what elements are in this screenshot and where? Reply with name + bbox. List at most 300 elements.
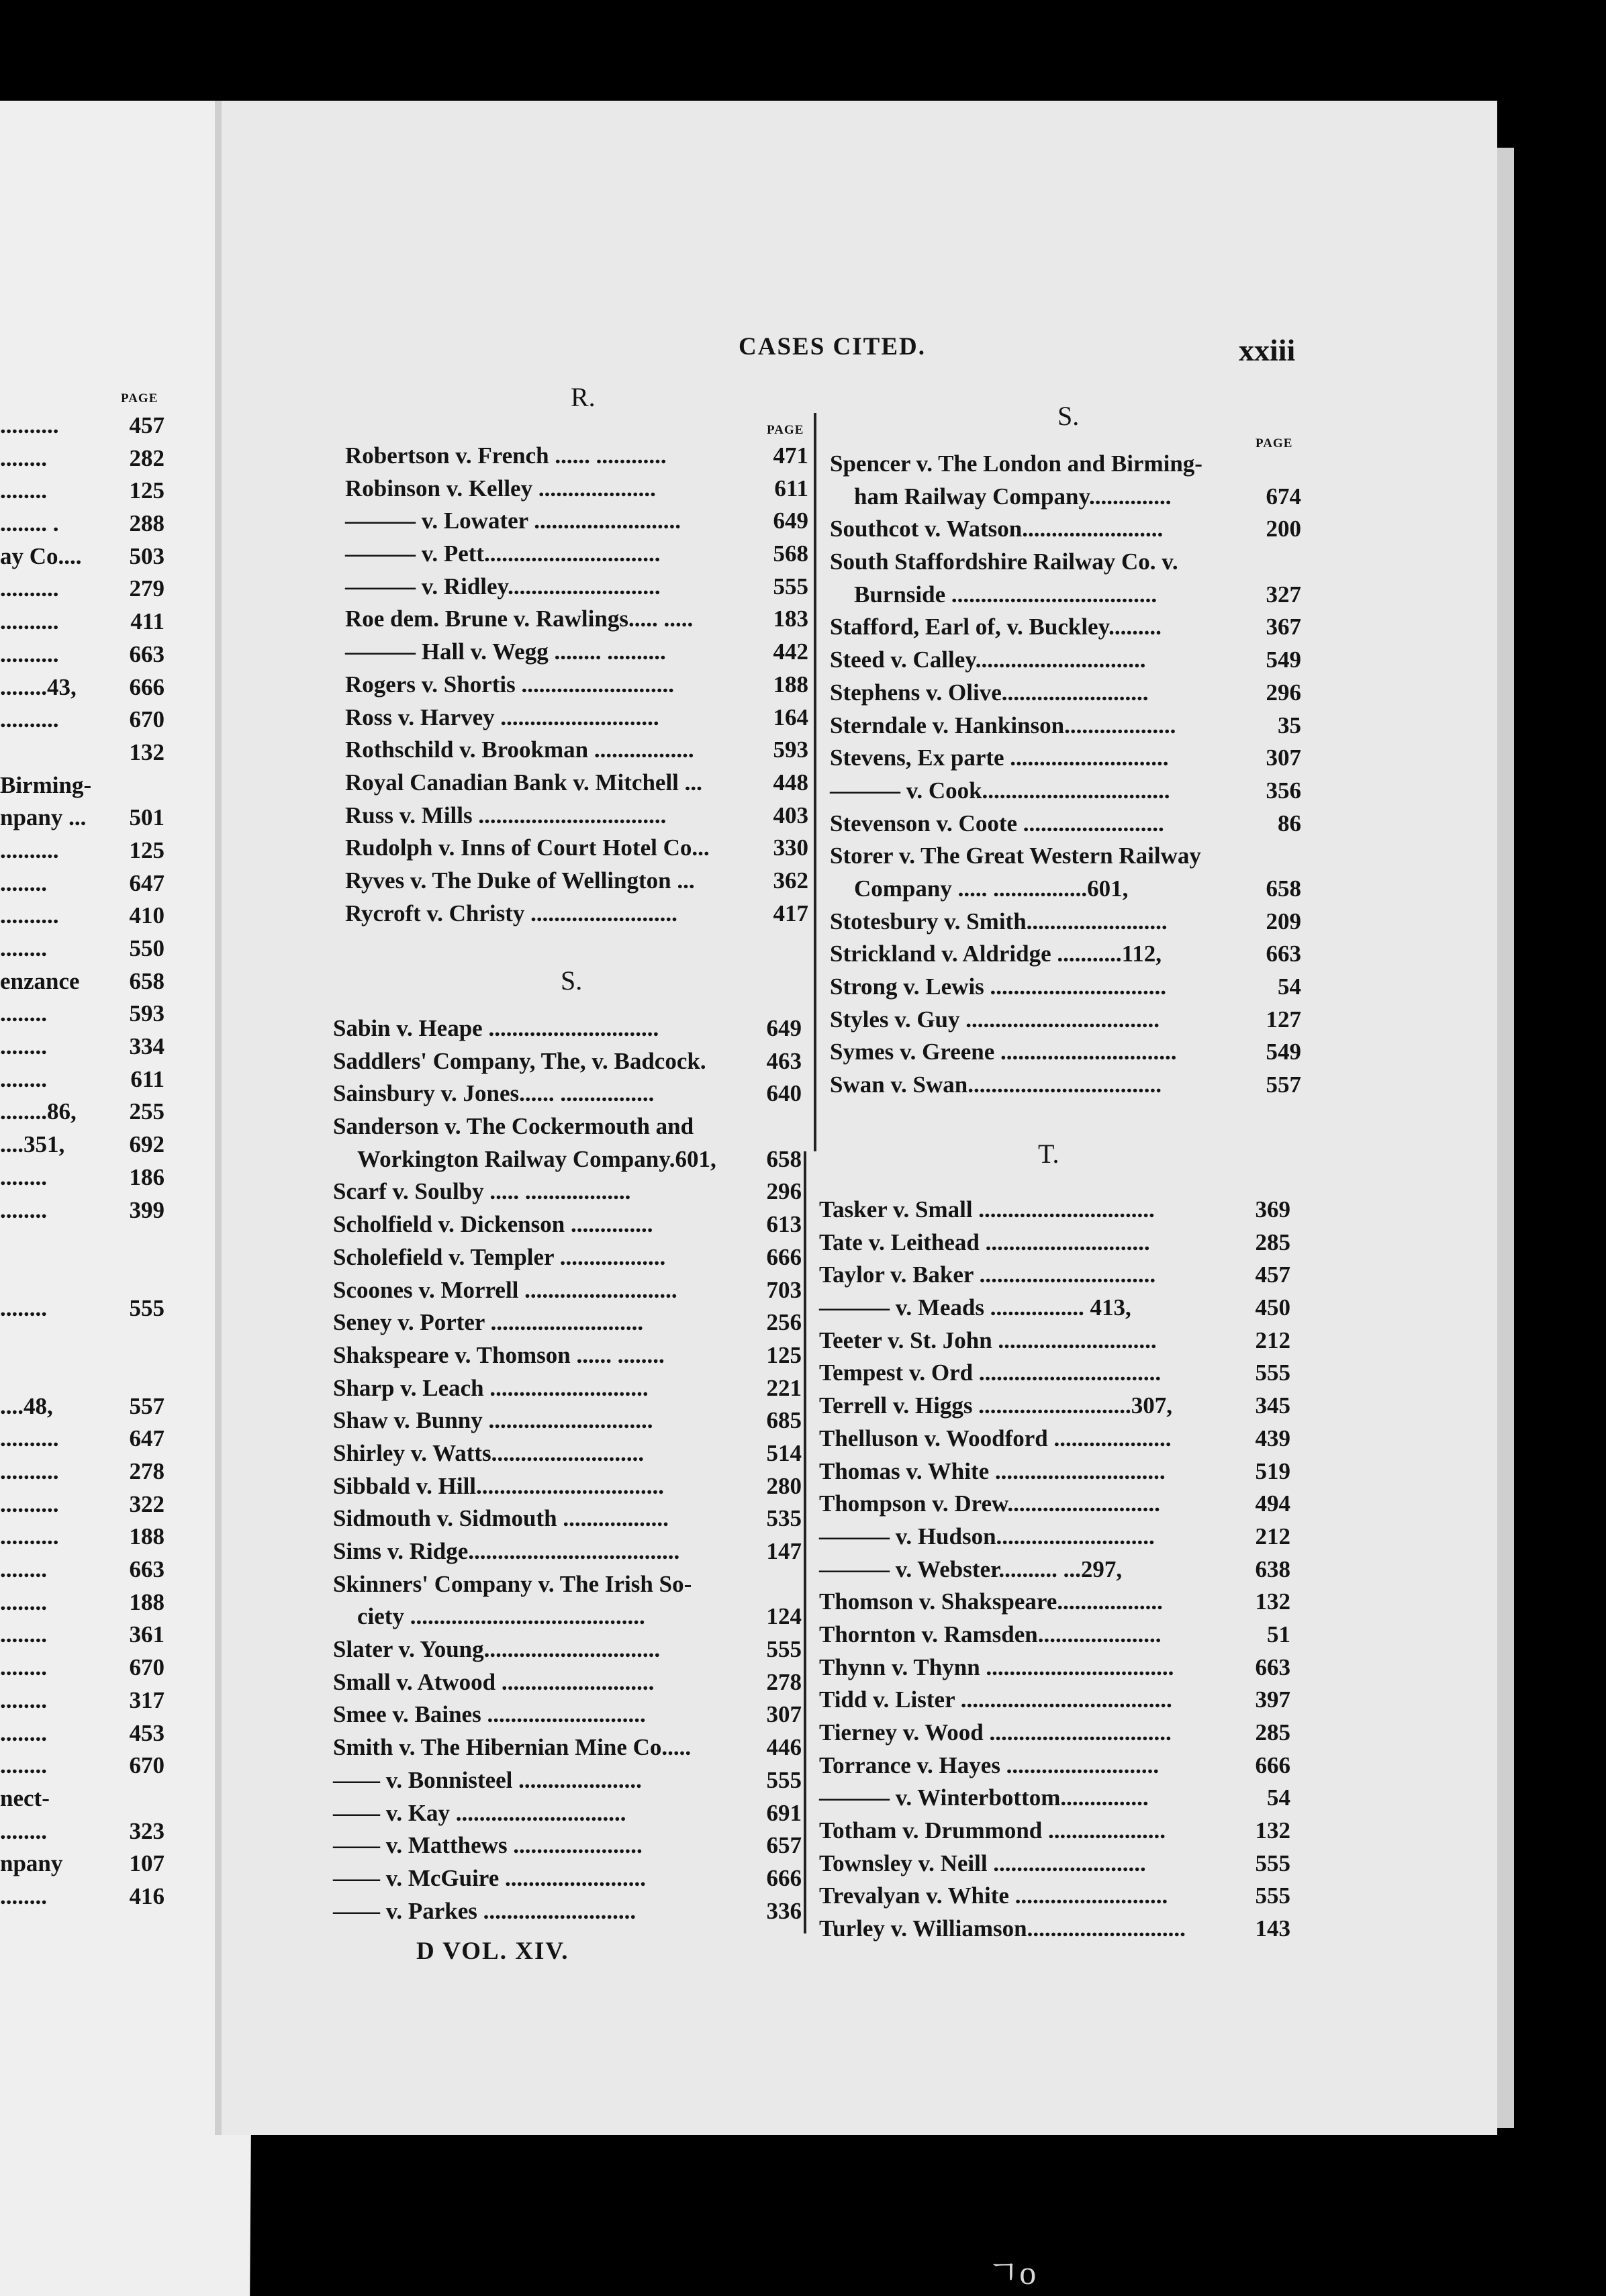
case-row-text: Burnside ...................................: [854, 581, 1158, 608]
left-fragment-row-text: ....351,: [0, 1131, 65, 1158]
left-fragment-list: [0, 410, 164, 1913]
case-row-page: 35: [1278, 712, 1301, 738]
case-row-text: Rudolph v. Inns of Court Hotel Co...: [345, 834, 710, 861]
case-row-page: 212: [1255, 1523, 1290, 1549]
left-fragment-row: [0, 1259, 164, 1292]
case-row-text: Thomas v. White .............................: [819, 1457, 1166, 1484]
case-row: [830, 873, 1301, 906]
case-row: [819, 1390, 1290, 1423]
left-fragment-row-page: 416: [129, 1882, 164, 1909]
case-row-text: Robertson v. French ...... ............: [345, 442, 667, 469]
case-row-page: 285: [1255, 1229, 1290, 1255]
left-fragment-row-page: 647: [129, 1425, 164, 1452]
case-row-text: Saddlers' Company, The, v. Badcock.: [333, 1047, 706, 1074]
case-row-text: ——— v. Webster.......... ...297,: [819, 1556, 1123, 1582]
left-fragment-row-page: 282: [129, 444, 164, 471]
left-fragment-row: [0, 1227, 164, 1259]
left-fragment-row-text: npany: [0, 1850, 63, 1877]
left-fragment-row-page: 663: [129, 1556, 164, 1583]
left-fragment-row: [0, 965, 164, 998]
left-fragment-row: [0, 1031, 164, 1063]
case-row-page: 143: [1255, 1915, 1290, 1942]
left-fragment-row: [0, 867, 164, 900]
left-fragment-row-text: ........: [0, 1588, 47, 1615]
case-row-text: Turley v. Williamson...........................: [819, 1915, 1186, 1942]
column-rule-lower: [804, 1151, 806, 1933]
section-letter-s-col2: S.: [1057, 401, 1080, 431]
left-fragment-row-text: ........: [0, 1065, 47, 1092]
left-fragment-row-text: ........: [0, 1294, 47, 1321]
case-row-page: 403: [773, 802, 808, 828]
case-row: [333, 1339, 802, 1372]
left-fragment-row-page: 255: [129, 1098, 164, 1125]
case-row: [830, 840, 1301, 873]
case-row-text: Sterndale v. Hankinson...................: [830, 712, 1176, 738]
case-row-text: Styles v. Guy .................................: [830, 1006, 1160, 1033]
case-row-page: 555: [1255, 1850, 1290, 1876]
case-row-text: ——— Hall v. Wegg ........ ..........: [345, 638, 666, 665]
col2-s-list: [830, 448, 1301, 1102]
left-fragment-row: [0, 1161, 164, 1194]
left-fragment-row-page: 670: [129, 1752, 164, 1779]
case-row: [819, 1586, 1290, 1619]
case-row: [830, 611, 1301, 644]
case-row-text: Roe dem. Brune v. Rawlings..... .....: [345, 606, 694, 632]
left-fragment-row-text: ........ .: [0, 510, 59, 537]
case-row-text: —— v. Bonnisteel .....................: [333, 1766, 642, 1793]
case-row: [830, 710, 1301, 743]
case-row: [830, 546, 1301, 579]
left-fragment-row: [0, 736, 164, 769]
case-row-page: 658: [766, 1145, 802, 1172]
case-row-text: Scoones v. Morrell ..........................: [333, 1276, 677, 1303]
left-fragment-row: [0, 540, 164, 573]
case-row: [333, 1372, 802, 1405]
case-row-page: 200: [1266, 516, 1301, 542]
left-fragment-row: [0, 1423, 164, 1455]
case-row-text: Thornton v. Ramsden.....................: [819, 1621, 1162, 1647]
case-row-text: Shaw v. Bunny ............................: [333, 1407, 653, 1434]
case-row: [345, 865, 808, 898]
case-row-text: Royal Canadian Bank v. Mitchell ...: [345, 769, 702, 796]
left-fragment-row: [0, 1194, 164, 1227]
left-fragment-row-text: ........: [0, 1000, 47, 1027]
case-row-page: 666: [766, 1864, 802, 1891]
left-fragment-row: [0, 638, 164, 671]
left-fragment-row-page: 399: [129, 1196, 164, 1223]
left-fragment-row-page: 334: [129, 1033, 164, 1060]
case-row-page: 212: [1255, 1327, 1290, 1353]
case-row: [333, 1241, 802, 1274]
case-row-page: 280: [766, 1472, 802, 1499]
case-row-page: 568: [773, 540, 808, 567]
case-row: [830, 1036, 1301, 1069]
case-row-text: Sims v. Ridge....................................: [333, 1538, 680, 1564]
case-row: [333, 1862, 802, 1895]
case-row-page: 663: [1255, 1654, 1290, 1680]
left-fragment-row-text: ..........: [0, 836, 59, 863]
case-row-text: Robinson v. Kelley ....................: [345, 475, 656, 501]
case-row-page: 519: [1255, 1457, 1290, 1484]
case-row-page: 147: [766, 1538, 802, 1564]
case-row: [345, 734, 808, 767]
left-fragment-row-text: ..........: [0, 412, 59, 438]
left-fragment-row-text: ........: [0, 1882, 47, 1909]
case-row-page: 666: [1255, 1752, 1290, 1778]
case-row: [345, 571, 808, 604]
case-row-page: 417: [773, 900, 808, 926]
case-row: [819, 1815, 1290, 1848]
case-row: [333, 1045, 802, 1078]
case-row-text: Tasker v. Small ..............................: [819, 1196, 1155, 1223]
case-row-page: 446: [766, 1734, 802, 1761]
left-fragment-row-page: 323: [129, 1817, 164, 1844]
col1-page-label: PAGE: [767, 423, 804, 437]
left-fragment-row-page: 186: [129, 1163, 164, 1190]
case-row: [333, 1764, 802, 1797]
left-fragment-row-text: ..........: [0, 706, 59, 733]
left-fragment-row: [0, 1750, 164, 1782]
left-fragment-row: [0, 1553, 164, 1586]
case-row-text: Sidmouth v. Sidmouth ..................: [333, 1505, 669, 1532]
left-fragment-row: [0, 475, 164, 508]
case-row-text: Stevens, Ex parte ...........................: [830, 745, 1169, 771]
case-row-page: 345: [1255, 1392, 1290, 1419]
left-fragment-row-text: ........: [0, 1719, 47, 1746]
case-row-text: Tempest v. Ord ...............................: [819, 1359, 1162, 1386]
case-row-page: 555: [1255, 1882, 1290, 1909]
case-row: [819, 1259, 1290, 1292]
case-row-page: 555: [766, 1636, 802, 1663]
left-fragment-row-text: enzance: [0, 967, 80, 994]
left-fragment-row-page: 322: [129, 1490, 164, 1517]
case-row: [333, 1110, 802, 1143]
case-row-page: 362: [773, 867, 808, 894]
case-row: [819, 1652, 1290, 1684]
case-row-text: Taylor v. Baker ..............................: [819, 1261, 1156, 1288]
page-title: CASES CITED.: [739, 333, 926, 361]
case-row: [345, 702, 808, 734]
case-row: [819, 1782, 1290, 1815]
case-row: [333, 1078, 802, 1110]
left-fragment-row-page: 503: [129, 542, 164, 569]
case-row-text: Terrell v. Higgs ..........................307,: [819, 1392, 1172, 1419]
case-row-page: 54: [1278, 973, 1301, 1000]
case-row: [819, 1848, 1290, 1880]
left-fragment-row-page: 317: [129, 1686, 164, 1713]
left-fragment-row-text: ........: [0, 869, 47, 896]
left-fragment-row: [0, 1815, 164, 1848]
left-fragment-row-page: 593: [129, 1000, 164, 1027]
case-row-page: 703: [766, 1276, 802, 1303]
case-row: [819, 1913, 1290, 1946]
case-row: [345, 538, 808, 571]
case-row-text: Stephens v. Olive.........................: [830, 679, 1149, 706]
case-row: [830, 971, 1301, 1004]
case-row-text: Sainsbury v. Jones...... ................: [333, 1080, 655, 1107]
case-row-page: 285: [1255, 1719, 1290, 1745]
case-row-page: 132: [1255, 1588, 1290, 1615]
left-fragment-row-text: ..........: [0, 575, 59, 602]
left-fragment-row-text: ........: [0, 1752, 47, 1779]
case-row-text: ——— v. Pett..............................: [345, 540, 661, 567]
left-fragment-row: [0, 1684, 164, 1717]
case-row: [333, 1829, 802, 1862]
case-row: [345, 505, 808, 538]
left-fragment-row-page: 279: [129, 575, 164, 602]
left-fragment-row: [0, 1488, 164, 1521]
left-fragment-row-text: ........: [0, 444, 47, 471]
left-fragment-row: [0, 1880, 164, 1913]
left-fragment-row: [0, 1390, 164, 1423]
left-fragment-row-page: 692: [129, 1131, 164, 1158]
case-row-page: 307: [1266, 745, 1301, 771]
case-row-text: Company ..... ................601,: [854, 875, 1129, 902]
left-fragment-row-page: 107: [129, 1850, 164, 1877]
left-fragment-row: [0, 410, 164, 442]
case-row-text: —— v. Kay .............................: [333, 1799, 626, 1826]
left-fragment-row: [0, 1357, 164, 1390]
case-row: [819, 1717, 1290, 1750]
col1-r-list: [345, 440, 808, 930]
case-row-text: ——— v. Ridley..........................: [345, 573, 661, 600]
case-row-text: Tierney v. Wood ...............................: [819, 1719, 1172, 1745]
left-fragment-row-text: ........43,: [0, 673, 77, 700]
left-fragment-row: [0, 1325, 164, 1357]
left-fragment-row-text: ..........: [0, 640, 59, 667]
left-fragment-row-text: nect-: [0, 1784, 50, 1811]
left-fragment-row-text: npany ...: [0, 804, 87, 831]
case-row-text: Spencer v. The London and Birming-: [830, 450, 1202, 477]
left-fragment-row: [0, 1652, 164, 1684]
case-row-page: 593: [773, 736, 808, 763]
case-row: [333, 1274, 802, 1307]
case-row-text: Tidd v. Lister ....................................: [819, 1686, 1172, 1713]
col1-s-list: [333, 1012, 802, 1927]
left-fragment-row: [0, 802, 164, 834]
case-row: [333, 1176, 802, 1208]
case-row-page: 439: [1255, 1425, 1290, 1451]
left-fragment-row-page: 188: [129, 1588, 164, 1615]
case-row-text: ——— v. Lowater .........................: [345, 508, 681, 534]
case-row: [333, 1502, 802, 1535]
left-fragment-row-page: 670: [129, 706, 164, 733]
case-row: [830, 906, 1301, 939]
case-row-text: Teeter v. St. John ...........................: [819, 1327, 1157, 1353]
case-row: [819, 1325, 1290, 1357]
case-row-text: Townsley v. Neill ..........................: [819, 1850, 1146, 1876]
case-row-page: 613: [766, 1211, 802, 1238]
case-row-text: Slater v. Young..............................: [333, 1636, 661, 1663]
case-row-page: 514: [766, 1439, 802, 1466]
case-row-text: Sanderson v. The Cockermouth and: [333, 1113, 694, 1140]
case-row-text: —— v. Parkes ..........................: [333, 1897, 636, 1924]
case-row: [819, 1684, 1290, 1717]
case-row-text: Rycroft v. Christy .........................: [345, 900, 677, 926]
case-row-text: Stafford, Earl of, v. Buckley.........: [830, 614, 1162, 640]
case-row: [819, 1423, 1290, 1455]
left-fragment-row-page: 658: [129, 967, 164, 994]
case-row-page: 555: [773, 573, 808, 600]
case-row-page: 557: [1266, 1071, 1301, 1098]
left-fragment-row-text: ........: [0, 1817, 47, 1844]
case-row-page: 666: [766, 1243, 802, 1270]
case-row-page: 54: [1267, 1784, 1290, 1811]
case-row: [830, 513, 1301, 546]
case-row: [333, 1404, 802, 1437]
case-row: [345, 636, 808, 669]
case-row: [830, 808, 1301, 841]
case-row-page: 448: [773, 769, 808, 796]
left-fragment-row: [0, 1129, 164, 1161]
case-row-page: 649: [773, 508, 808, 534]
case-row-page: 86: [1278, 810, 1301, 836]
case-row-page: 127: [1266, 1006, 1301, 1033]
case-row: [333, 1143, 802, 1176]
case-row-text: ——— v. Hudson...........................: [819, 1523, 1155, 1549]
case-row: [819, 1292, 1290, 1325]
case-row: [345, 440, 808, 473]
case-row-page: 691: [766, 1799, 802, 1826]
case-row: [333, 1633, 802, 1666]
case-row-text: Sabin v. Heape .............................: [333, 1015, 659, 1041]
left-fragment-row: [0, 1848, 164, 1880]
left-fragment-row: [0, 1455, 164, 1488]
left-fragment-row-page: 550: [129, 935, 164, 961]
case-row-text: Steed v. Calley.............................: [830, 647, 1146, 673]
case-row-text: Scholefield v. Templer ..................: [333, 1243, 666, 1270]
left-fragment-row: [0, 442, 164, 475]
left-fragment-row: [0, 1292, 164, 1325]
case-row-page: 278: [766, 1668, 802, 1695]
case-row: [345, 898, 808, 930]
left-fragment-row-page: 278: [129, 1458, 164, 1484]
case-row-text: Smee v. Baines ...........................: [333, 1701, 646, 1728]
case-row: [819, 1357, 1290, 1390]
case-row-text: Thomson v. Shakspeare..................: [819, 1588, 1163, 1615]
case-row: [819, 1194, 1290, 1227]
left-fragment-row: [0, 932, 164, 965]
case-row-text: Ryves v. The Duke of Wellington ...: [345, 867, 695, 894]
case-row-text: Small v. Atwood ..........................: [333, 1668, 655, 1695]
left-fragment-row: [0, 998, 164, 1031]
case-row: [345, 603, 808, 636]
case-row-text: ciety ........................................: [357, 1603, 645, 1630]
case-row-page: 256: [766, 1309, 802, 1336]
case-row-page: 555: [766, 1766, 802, 1793]
case-row-page: 221: [766, 1374, 802, 1401]
case-row: [830, 677, 1301, 710]
case-row-page: 330: [773, 834, 808, 861]
volume-signature: D VOL. XIV.: [416, 1938, 569, 1965]
case-row-text: Stevenson v. Coote ........................: [830, 810, 1164, 836]
case-row: [830, 938, 1301, 971]
left-fragment-row: [0, 1717, 164, 1750]
case-row: [830, 1004, 1301, 1037]
case-row-page: 463: [766, 1047, 802, 1074]
case-row: [819, 1488, 1290, 1521]
left-fragment-row: [0, 900, 164, 932]
case-row: [819, 1553, 1290, 1586]
left-fragment-row-page: 666: [129, 673, 164, 700]
case-row: [830, 775, 1301, 808]
page-folio: xxiii: [1239, 333, 1296, 367]
case-row: [333, 1568, 802, 1601]
case-row-text: Seney v. Porter ..........................: [333, 1309, 644, 1336]
case-row-page: 471: [773, 442, 808, 469]
case-row-text: Stotesbury v. Smith........................: [830, 908, 1168, 935]
case-row-page: 611: [774, 475, 808, 501]
left-fragment-row-text: ........: [0, 935, 47, 961]
case-row-page: 640: [766, 1080, 802, 1107]
left-fragment-row-page: 411: [130, 608, 164, 635]
case-row-text: Shirley v. Watts..........................: [333, 1439, 645, 1466]
left-fragment-row-text: ........: [0, 1033, 47, 1060]
case-row-text: Smith v. The Hibernian Mine Co.....: [333, 1734, 692, 1761]
case-row-page: 450: [1255, 1294, 1290, 1321]
case-row: [830, 481, 1301, 514]
left-fragment-row-page: 501: [129, 804, 164, 831]
case-row-text: Totham v. Drummond ....................: [819, 1817, 1166, 1844]
case-row: [819, 1750, 1290, 1782]
left-fragment-row-page: 125: [129, 836, 164, 863]
section-letter-t: T.: [1038, 1139, 1059, 1169]
case-row-text: Thynn v. Thynn ................................: [819, 1654, 1174, 1680]
left-fragment-row-text: ........: [0, 1654, 47, 1681]
case-row: [333, 1470, 802, 1503]
case-row-text: Scholfield v. Dickenson ..............: [333, 1211, 653, 1238]
left-fragment-row: [0, 1063, 164, 1096]
case-row: [333, 1895, 802, 1928]
case-row-page: 367: [1266, 614, 1301, 640]
case-row-page: 307: [766, 1701, 802, 1728]
case-row-text: ——— v. Meads ................ 413,: [819, 1294, 1131, 1321]
case-row-page: 125: [766, 1341, 802, 1368]
case-row-page: 555: [1255, 1359, 1290, 1386]
case-row-page: 549: [1266, 647, 1301, 673]
case-row-page: 183: [773, 606, 808, 632]
case-row-text: Sibbald v. Hill................................: [333, 1472, 665, 1499]
left-fragment-row-text: ........: [0, 1556, 47, 1583]
case-row: [345, 800, 808, 832]
left-fragment-row-text: ay Co....: [0, 542, 82, 569]
left-fragment-row-text: ..........: [0, 1458, 59, 1484]
case-row-page: 336: [766, 1897, 802, 1924]
left-fragment-row: [0, 769, 164, 802]
case-row-page: 369: [1255, 1196, 1290, 1223]
left-fragment-row: [0, 606, 164, 638]
left-fragment-row: [0, 704, 164, 736]
case-row: [830, 448, 1301, 481]
case-row-page: 397: [1255, 1686, 1290, 1713]
case-row-text: Scarf v. Soulby ..... ..................: [333, 1178, 631, 1205]
left-fragment-row-text: ..........: [0, 902, 59, 929]
case-row-page: 296: [1266, 679, 1301, 706]
case-row-page: 638: [1255, 1556, 1290, 1582]
case-row-page: 132: [1255, 1817, 1290, 1844]
case-row: [819, 1521, 1290, 1553]
left-fragment-row-text: ........: [0, 1621, 47, 1648]
left-fragment-row: [0, 834, 164, 867]
case-row-page: 209: [1266, 908, 1301, 935]
case-row-text: Strickland v. Aldridge ...........112,: [830, 941, 1162, 967]
case-row-page: 685: [766, 1407, 802, 1434]
left-fragment-row-text: ..........: [0, 1523, 59, 1550]
left-fragment-row-text: ........: [0, 1196, 47, 1223]
case-row-text: Rothschild v. Brookman .................: [345, 736, 694, 763]
case-row: [333, 1731, 802, 1764]
case-row-page: 494: [1255, 1490, 1290, 1517]
